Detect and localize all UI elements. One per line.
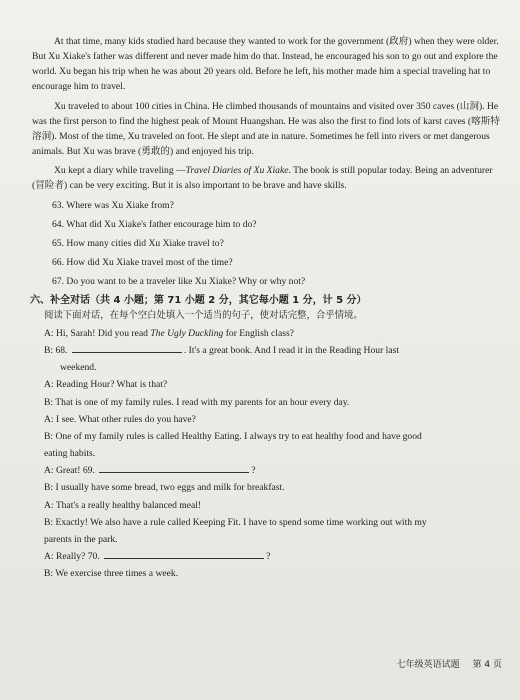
dialogue-continuation: eating habits. (44, 448, 96, 460)
section-instruction: 阅读下面对话，在每个空白处填入一个适当的句子，使对话完整，合乎情境。 (44, 311, 363, 322)
dialogue-continuation: parents in the park. (44, 533, 118, 545)
passage-text: . The book is still popular today. Being an adventurer (冒险者) can be very exciting. But it is also important to be brave and have skills. (32, 165, 493, 192)
dialogue-line (44, 326, 502, 341)
dialogue-line (44, 463, 502, 478)
passage-paragraph-1: At that time, many kids studied hard because they wanted to work for the government (政府) when they were older. But Xu Xiake's father was different and never made him do that. Instead, he encouraged his son to go out and explore the world. Xu began his trip when he was about 20 years old. Before he left, his mother made him a special traveling hat to encourage him to travel. (32, 36, 499, 93)
question-65: 65. How many cities did Xu Xiake travel to? (52, 237, 224, 249)
section-title: 六、补全对话（共 4 小题；第 71 小题 2 分，其它每小题 1 分，计 5 分） (30, 295, 367, 307)
dialogue-line: A: Reading Hour? What is that? (44, 379, 168, 391)
dialogue-text: A: Hi, Sarah! Did you read (44, 328, 151, 339)
answer-blank-68[interactable] (72, 344, 182, 353)
dialogue-line (44, 549, 502, 564)
dialogue-text: B: 68. (44, 345, 70, 357)
question-67: 67. Do you want to be a traveler like Xu Xiake? Why or why not? (52, 276, 306, 288)
page-number: 第 4 页 (472, 659, 502, 670)
dialogue-line: A: I see. What other rules do you have? (44, 413, 196, 425)
book-title: The Ugly Duckling (150, 328, 224, 339)
dialogue-text: . It's a great book. And I read it in the Reading Hour last (183, 345, 399, 357)
dialogue-line (44, 343, 502, 358)
dialogue-line: B: That is one of my family rules. I read with my parents for an hour every day. (44, 396, 350, 408)
book-title: Travel Diaries of Xu Xiake (185, 165, 289, 177)
answer-blank-69[interactable] (99, 464, 249, 473)
passage-paragraph-3 (32, 163, 502, 193)
question-63: 63. Where was Xu Xiake from? (52, 199, 174, 211)
dialogue-text: for English class? (223, 328, 294, 339)
page-footer (387, 658, 502, 672)
dialogue-text: ? (266, 551, 271, 563)
dialogue-text: A: Great! 69. (44, 465, 98, 477)
question-64: 64. What did Xu Xiake's father encourage him to do? (52, 218, 257, 230)
dialogue-line: B: We exercise three times a week. (44, 568, 179, 580)
dialogue-line: B: I usually have some bread, two eggs and milk for breakfast. (44, 482, 285, 494)
dialogue-continuation: weekend. (60, 362, 97, 374)
dialogue-line: B: Exactly! We also have a rule called Keeping Fit. I have to spend some time working out with my (44, 516, 427, 528)
passage-text: Xu kept a diary while traveling — (54, 165, 186, 177)
dialogue-line: B: One of my family rules is called Healthy Eating. I always try to eat healthy food and have good (44, 430, 422, 442)
dialogue-text: ? (251, 465, 256, 477)
passage-paragraph-2: Xu traveled to about 100 cities in China. He climbed thousands of mountains and visited over 350 caves (山洞). He was the first person to find the highest peak of Mount Huangshan. He was also the first to find lots of karst caves (喀斯特溶洞). Most of the time, Xu traveled on foot. He slept and ate in nature. Sometimes he fell into rivers or met dangerous animals. But Xu was brave (勇敢的) and enjoyed his trip. (32, 100, 500, 158)
question-66: 66. How did Xu Xiake travel most of the time? (52, 257, 233, 269)
exam-name: 七年级英语试题 (396, 659, 460, 670)
answer-blank-70[interactable] (104, 550, 264, 559)
dialogue-text: A: Really? 70. (44, 551, 103, 563)
dialogue-line: A: That's a really healthy balanced meal! (44, 499, 202, 511)
